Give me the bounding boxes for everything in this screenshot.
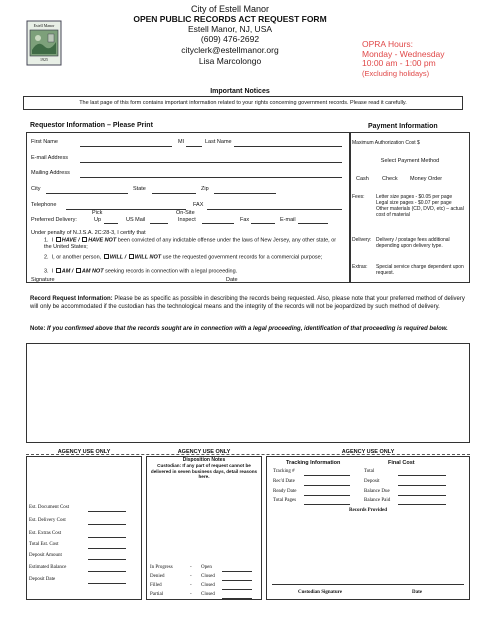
state-label: State (133, 186, 146, 192)
clerk-name: Lisa Marcolongo (198, 56, 262, 66)
est-delivery-cost-field[interactable] (88, 524, 126, 525)
status-closed-2: Closed (201, 583, 215, 588)
mi-field[interactable] (186, 146, 202, 147)
have-not-label: HAVE NOT (88, 237, 117, 244)
opra-hours (362, 40, 474, 78)
status-dash-4: - (190, 592, 192, 597)
us-mail-option[interactable] (126, 217, 145, 224)
est-delivery-cost-label: Est. Delivery Cost (29, 518, 66, 523)
deposit-date-field[interactable] (88, 583, 126, 584)
will-checkbox[interactable] (104, 254, 109, 259)
cert-3-num: 3. (44, 268, 49, 275)
custodian-date-label: Date (412, 590, 422, 595)
have-label: HAVE / (61, 237, 80, 244)
total-est-cost-field[interactable] (88, 548, 126, 549)
inspect-option[interactable] (178, 217, 196, 224)
telephone-label: Telephone (31, 202, 57, 208)
status-closed-2-field[interactable] (222, 589, 252, 590)
record-request-text (30, 296, 466, 311)
disposition-title: Disposition Notes (182, 457, 226, 463)
am-label: AM / (61, 268, 74, 275)
email-option-blank[interactable] (298, 223, 328, 224)
last-name-field[interactable] (234, 146, 342, 147)
status-partial: Partial (150, 592, 164, 597)
city-label: City (31, 186, 41, 192)
us-mail-label: US Mail (126, 217, 146, 223)
total-pages-field[interactable] (304, 504, 350, 505)
first-name-label: First Name (31, 139, 58, 145)
tracking-number-label: Tracking # (273, 469, 295, 474)
record-request-box[interactable] (26, 343, 470, 443)
status-in-progress: In Progress (150, 565, 173, 570)
cert-2-text: use the requested government records for a commercial purpose; (162, 254, 323, 261)
deposit-amount-label: Deposit Amount (29, 553, 62, 558)
agency-col1-title: AGENCY USE ONLY (57, 449, 111, 455)
cert-1 (44, 237, 340, 251)
pickup-blank[interactable] (104, 223, 118, 224)
cert-3 (44, 268, 340, 275)
fees-label: Fees: (352, 194, 365, 200)
preferred-delivery-label: Preferred Delivery: (31, 217, 77, 223)
ready-date-label: Ready Date (273, 489, 297, 494)
custodian-signature-label: Custodian Signature (298, 590, 342, 595)
status-open: Open (201, 565, 212, 570)
ready-date-field[interactable] (304, 495, 350, 496)
fees-text: Letter size pages - $0.05 per page Legal size pages - $0.07 per page Other materials (CD, DVD, etc) – actual cost of material (376, 194, 464, 218)
email-field[interactable] (80, 162, 342, 163)
will-not-label: WILL NOT (134, 254, 162, 261)
fax-option-label: Fax (240, 217, 250, 223)
cert-3-pre: I (51, 268, 54, 275)
will-label: WILL / (109, 254, 127, 261)
will-not-checkbox[interactable] (129, 254, 134, 259)
status-denied: Denied (150, 574, 165, 579)
inspect-blank[interactable] (202, 223, 234, 224)
est-document-cost-field[interactable] (88, 511, 126, 512)
opra-hours-note: (Excluding holidays) (362, 68, 430, 78)
email-label: E-mail Address (31, 155, 68, 161)
telephone-field[interactable] (66, 209, 186, 210)
select-payment-label: Select Payment Method (380, 158, 440, 164)
records-provided-field[interactable] (272, 584, 464, 585)
record-note (30, 326, 466, 334)
notices-title: Important Notices (210, 88, 270, 95)
email-option-label: E-mail (280, 217, 296, 223)
note-lead: Note: (30, 326, 46, 332)
notices-text: The last page of this form contains important information related to your rights concerning government records. Please read it carefully. (79, 100, 407, 106)
final-deposit-label: Deposit (364, 479, 380, 484)
status-dash-2: - (190, 574, 192, 579)
city-seal-logo (26, 20, 62, 66)
cert-1-num: 1. (44, 237, 49, 244)
onsite-label: On-Site (176, 210, 195, 216)
total-est-cost-label: Total Est. Cost (29, 542, 59, 547)
max-auth-label (352, 140, 420, 147)
recd-date-label: Rec'd Date (273, 479, 295, 484)
pick-label: Pick (92, 210, 103, 216)
fax-option-blank[interactable] (251, 223, 275, 224)
balance-paid-label: Balance Paid (364, 498, 391, 503)
city-name: City of Estell Manor (190, 4, 270, 14)
money-order-option[interactable]: Money Order (410, 176, 443, 182)
cert-3-text: seeking records in connection with a legal proceeding. (105, 268, 238, 275)
record-request-lead: Record Request Information: (30, 296, 113, 302)
records-provided-label: Records Provided (348, 508, 388, 513)
agency-col3-box (266, 456, 470, 600)
status-closed-1: Closed (201, 574, 215, 579)
delivery-label: Delivery: (352, 237, 372, 243)
fax-label: FAX (193, 202, 204, 208)
am-not-label: AM NOT (81, 268, 104, 275)
us-mail-blank[interactable] (150, 223, 168, 224)
first-name-field[interactable] (80, 146, 172, 147)
date-label: Date (226, 277, 238, 283)
final-deposit-field[interactable] (398, 485, 446, 486)
cert-1-text: been convicted of any indictable offense under the laws of New Jersey, any other state, or the United States; (44, 237, 337, 250)
cert-2 (44, 254, 340, 261)
record-request-body: Please be as specific as possible in describing the records being requested. Also, please note that your preferred method of delivery will only be accommodated if the custodian has the technological means and the integrity of the records will not be jeopardized by such method of delivery. (30, 296, 465, 310)
seal-text-top: Estell Manor (33, 23, 55, 28)
status-open-field[interactable] (222, 571, 252, 572)
opra-hours-time: 10:00 am - 1:00 pm (362, 58, 436, 68)
final-total-field[interactable] (398, 475, 446, 476)
opra-hours-days: Monday - Wednesday (362, 48, 445, 59)
cert-2-pre: I, or another person, (51, 254, 102, 261)
est-extras-cost-label: Est. Extras Cost (29, 531, 62, 536)
city-field[interactable] (46, 193, 128, 194)
deposit-date-label: Deposit Date (29, 577, 56, 582)
total-pages-label: Total Pages (273, 498, 297, 503)
last-name-label: Last Name (205, 139, 232, 145)
requestor-title: Requestor Information – Please Print (30, 122, 153, 129)
fax-field[interactable] (207, 209, 342, 210)
signature-label: Signature (31, 277, 55, 283)
delivery-text: Delivery / postage fees additional depending upon delivery type. (376, 237, 450, 249)
balance-paid-field[interactable] (398, 504, 446, 505)
estimated-balance-field[interactable] (88, 571, 126, 572)
am-checkbox[interactable] (56, 268, 61, 273)
location: Estell Manor, NJ, USA (187, 24, 273, 34)
est-document-cost-label: Est. Document Cost (29, 505, 70, 510)
cash-option[interactable]: Cash (356, 176, 369, 182)
have-checkbox[interactable] (56, 237, 61, 242)
recd-date-field[interactable] (304, 485, 350, 486)
seal-text-bottom: 1925 (40, 57, 48, 62)
status-filled: Filled (150, 583, 162, 588)
status-closed-3-field[interactable] (222, 598, 252, 599)
have-not-checkbox[interactable] (82, 237, 87, 242)
agency-col2-title: AGENCY USE ONLY (177, 449, 231, 455)
tracking-title: Tracking Information (286, 460, 341, 466)
email-option[interactable] (280, 217, 296, 224)
inspect-label: Inspect (178, 217, 196, 223)
form-title: OPEN PUBLIC RECORDS ACT REQUEST FORM (133, 14, 327, 24)
mi-label: MI (178, 139, 185, 145)
opra-hours-title: OPRA Hours: (362, 39, 414, 49)
disposition-text: Custodian: If any part of request cannot be delivered in seven business days, detail reasons here. (150, 463, 258, 480)
state-field[interactable] (152, 193, 196, 194)
est-extras-cost-field[interactable] (88, 537, 126, 538)
pickup-label: Up (94, 217, 102, 223)
balance-due-label: Balance Due (364, 489, 390, 494)
estimated-balance-label: Estimated Balance (29, 565, 67, 570)
zip-field[interactable] (214, 193, 276, 194)
status-dash-1: - (190, 565, 192, 570)
payment-title: Payment Information (368, 123, 438, 130)
status-closed-3: Closed (201, 592, 215, 597)
email-address: cityclerk@estellmanor.org (181, 45, 279, 55)
cert-2-num: 2. (44, 254, 49, 261)
max-auth-sym: $ (417, 140, 420, 146)
final-total-label: Total (364, 469, 375, 474)
zip-label: Zip (201, 186, 209, 192)
pickup-option[interactable] (94, 217, 101, 224)
balance-due-field[interactable] (398, 495, 446, 496)
extras-text: Special service charge dependent upon request. (376, 264, 464, 276)
check-option[interactable]: Check (382, 176, 398, 182)
penalty-text: Under penalty of N.J.S.A. 2C:28-3, I certify that (31, 230, 146, 236)
am-not-checkbox[interactable] (76, 268, 81, 273)
mailing-label: Mailing Address (31, 170, 70, 176)
deposit-amount-field[interactable] (88, 559, 126, 560)
note-text: If you confirmed above that the records sought are in connection with a legal proceeding, identification of that proceeding is required below. (47, 326, 448, 332)
fax-option[interactable] (240, 217, 249, 224)
status-dash-3: - (190, 583, 192, 588)
cert-1-pre: I (51, 237, 54, 244)
max-auth-text: Maximum Authorization Cost (352, 140, 416, 146)
final-cost-title: Final Cost (388, 460, 415, 466)
extras-label: Extras: (352, 264, 368, 270)
mailing-field[interactable] (80, 177, 342, 178)
agency-col3-title: AGENCY USE ONLY (341, 449, 395, 455)
phone: (609) 476-2692 (200, 34, 260, 44)
tracking-number-field[interactable] (304, 475, 350, 476)
status-closed-1-field[interactable] (222, 580, 252, 581)
